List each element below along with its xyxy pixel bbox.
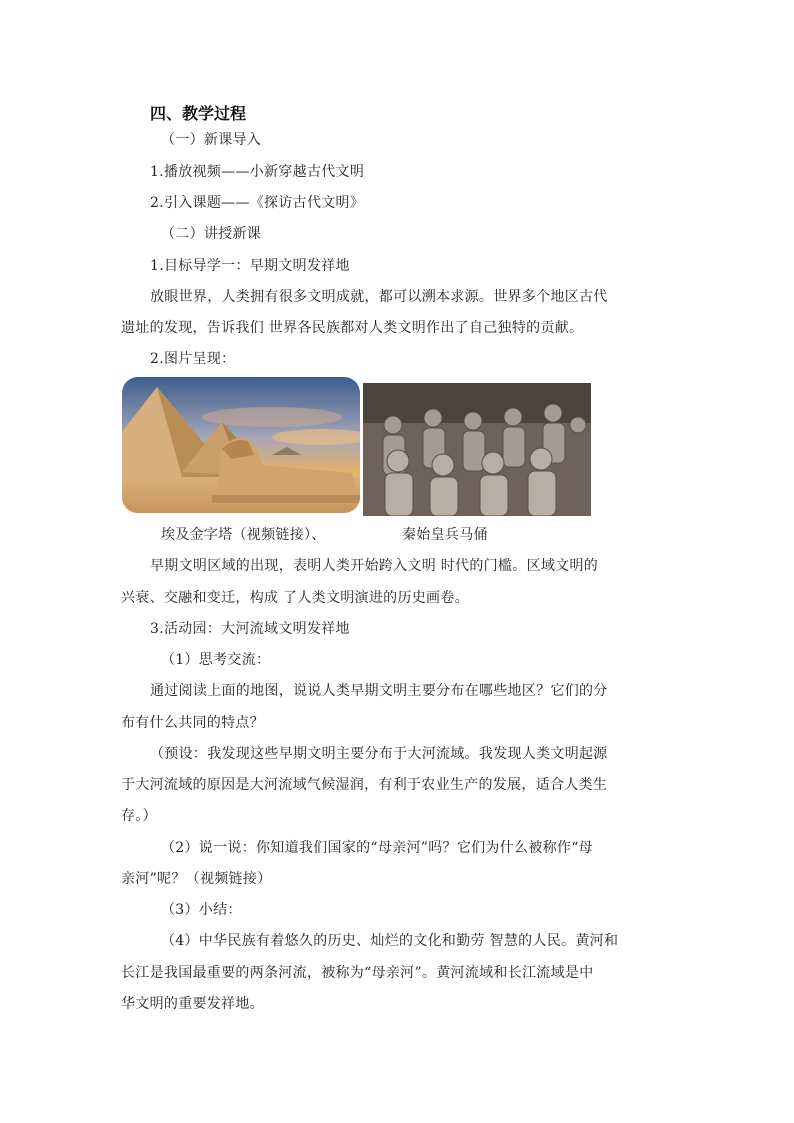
pyramid-illustration [122, 377, 360, 513]
terracotta-warriors-image [363, 383, 591, 516]
text-line-paragraph-2a: 早期文明区域的出现，表明人类开始跨入文明 时代的门槛。区域文明的 [150, 558, 599, 574]
caption-pyramids: 埃及金字塔（视频链接）、 [161, 527, 326, 543]
text-line-conclusion-c: 华文明的重要发祥地。 [121, 996, 264, 1012]
text-line-summary: （3）小结： [161, 902, 242, 918]
text-line-new-lesson-intro: （一）新课导入 [161, 132, 262, 148]
text-line-goal-one: 1.目标导学一：早期文明发祥地 [150, 258, 350, 274]
terracotta-warriors-illustration [363, 383, 591, 516]
text-line-paragraph-2b: 兴衰、交融和变迁，构成 了人类文明演进的历史画卷。 [121, 590, 469, 606]
text-line-activity-garden: 3.活动园：大河流域文明发祥地 [150, 621, 350, 637]
text-line-paragraph-3a: 通过阅读上面的地图，说说人类早期文明主要分布在哪些地区？它们的分 [150, 683, 608, 699]
text-line-paragraph-3b: 布有什么共同的特点？ [121, 715, 264, 731]
text-line-speak-a: （2）说一说：你知道我们国家的“母亲河”吗？它们为什么被称作“母 [161, 840, 593, 856]
text-line-paragraph-1a: 放眼世界，人类拥有很多文明成就，都可以溯本求源。世界多个地区古代 [150, 289, 608, 305]
text-line-preset-c: 存。） [121, 808, 157, 824]
text-line-paragraph-1b: 遗址的发现，告诉我们 世界各民族都对人类文明作出了自己独特的贡献。 [121, 320, 584, 336]
text-line-play-video: 1.播放视频——小新穿越古代文明 [150, 164, 365, 180]
text-line-image-presentation: 2.图片呈现： [150, 351, 236, 367]
text-line-conclusion-a: （4）中华民族有着悠久的历史、灿烂的文化和勤劳 智慧的人民。黄河和 [161, 933, 619, 949]
text-line-conclusion-b: 长江是我国最重要的两条河流，被称为“母亲河”。黄河流域和长江流域是中 [121, 965, 594, 981]
text-line-speak-b: 亲河”呢？（视频链接） [121, 871, 272, 887]
text-line-preset-b: 于大河流域的原因是大河流域气候湿润，有利于农业生产的发展，适合人类生 [121, 777, 608, 793]
text-line-preset-a: （预设：我发现这些早期文明主要分布于大河流域。我发现人类文明起源 [150, 746, 608, 762]
section-title: 四、教学过程 [150, 104, 247, 123]
text-line-teach-new-lesson: （二）讲授新课 [161, 226, 262, 242]
text-line-think-discuss: （1）思考交流： [161, 652, 271, 668]
text-line-introduce-topic: 2.引入课题——《探访古代文明》 [150, 195, 365, 211]
pyramid-sphinx-image [122, 377, 360, 513]
caption-terracotta: 秦始皇兵马俑 [402, 527, 488, 543]
